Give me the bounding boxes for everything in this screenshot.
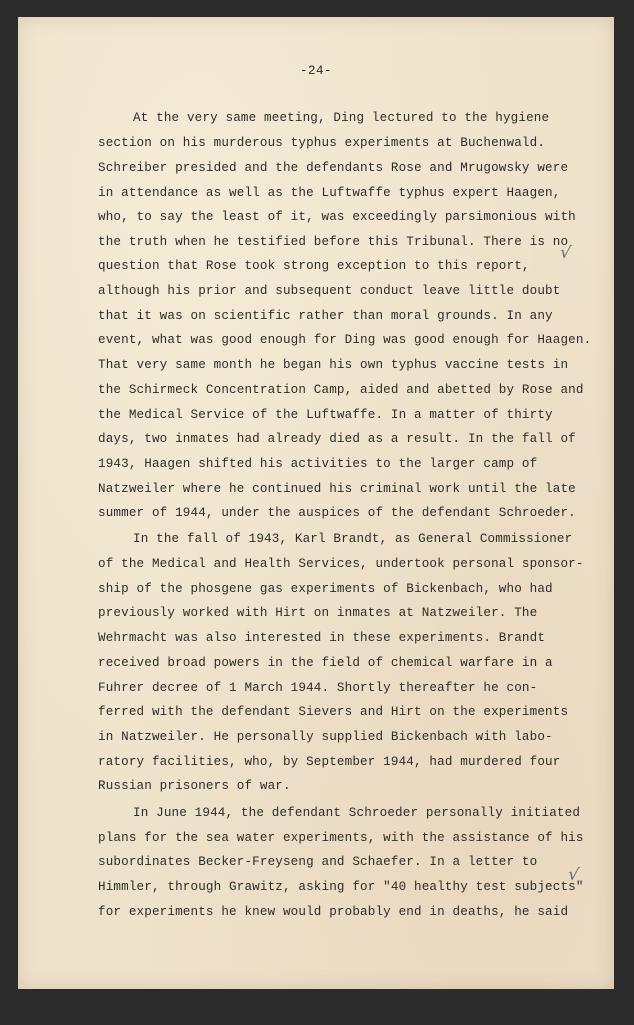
text-line: subordinates Becker-Freyseng and Schaefer. In a letter to	[98, 855, 538, 869]
text-line: previously worked with Hirt on inmates at Natzweiler. The	[98, 606, 538, 620]
text-line: the truth when he testified before this Tribunal. There is no	[98, 235, 569, 249]
text-line: ratory facilities, who, by September 1944, had murdered four	[98, 755, 561, 769]
text-line: Himmler, through Grawitz, asking for "40 healthy test subjects"	[98, 880, 584, 894]
text-line: Natzweiler where he continued his criminal work until the late	[98, 482, 576, 496]
text-line: In June 1944, the defendant Schroeder personally initiated	[133, 806, 581, 820]
text-line: received broad powers in the field of chemical warfare in a	[98, 656, 553, 670]
text-line: of the Medical and Health Services, undertook personal sponsor-	[98, 557, 584, 571]
text-line: days, two inmates had already died as a result. In the fall of	[98, 432, 576, 446]
text-line: 1943, Haagen shifted his activities to the larger camp of	[98, 457, 538, 471]
text-line: Russian prisoners of war.	[98, 779, 291, 793]
text-line: In the fall of 1943, Karl Brandt, as General Commissioner	[133, 532, 573, 546]
text-line: the Schirmeck Concentration Camp, aided and abetted by Rose and	[98, 383, 584, 397]
text-line: section on his murderous typhus experiments at Buchenwald.	[98, 136, 546, 150]
text-line: who, to say the least of it, was exceedingly parsimonious with	[98, 210, 576, 224]
text-line: ship of the phosgene gas experiments of Bickenbach, who had	[98, 582, 553, 596]
text-line: Schreiber presided and the defendants Rose and Mrugowsky were	[98, 161, 569, 175]
text-line: That very same month he began his own typhus vaccine tests in	[98, 358, 569, 372]
text-line: although his prior and subsequent conduct leave little doubt	[98, 284, 561, 298]
checkmark-annotation-icon: √	[566, 864, 581, 886]
text-line: Wehrmacht was also interested in these experiments. Brandt	[98, 631, 546, 645]
text-line: ferred with the defendant Sievers and Hirt on the experiments	[98, 705, 569, 719]
text-line: in attendance as well as the Luftwaffe typhus expert Haagen,	[98, 186, 561, 200]
text-line: the Medical Service of the Luftwaffe. In a matter of thirty	[98, 408, 553, 422]
text-line: plans for the sea water experiments, with the assistance of his	[98, 831, 584, 845]
text-line: for experiments he knew would probably end in deaths, he said	[98, 905, 569, 919]
text-line: event, what was good enough for Ding was good enough for Haagen.	[98, 333, 592, 347]
text-line: At the very same meeting, Ding lectured to the hygiene	[133, 111, 550, 125]
page-number: -24-	[299, 64, 332, 78]
text-line: question that Rose took strong exception to this report,	[98, 259, 530, 273]
document-page	[18, 17, 614, 989]
text-line: that it was on scientific rather than moral grounds. In any	[98, 309, 553, 323]
checkmark-annotation-icon: √	[558, 242, 573, 264]
text-line: in Natzweiler. He personally supplied Bickenbach with labo-	[98, 730, 553, 744]
text-line: summer of 1944, under the auspices of the defendant Schroeder.	[98, 506, 576, 520]
text-line: Fuhrer decree of 1 March 1944. Shortly thereafter he con-	[98, 681, 538, 695]
